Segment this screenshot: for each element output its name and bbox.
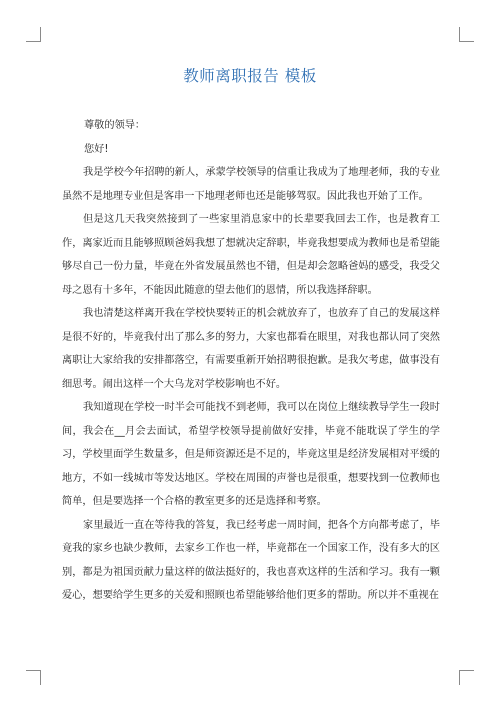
crop-mark-top-right: [459, 27, 474, 42]
document-body: [62, 114, 440, 608]
greeting: 您好!: [84, 143, 109, 155]
document-title: 教师离职报告 模板: [183, 67, 317, 85]
salutation: 尊敬的领导：: [84, 120, 146, 131]
paragraph-1: 我是学校今年招聘的新人，承蒙学校领导的信重让我成为了地理老师，我的专业虽然不是地理专业但是客串一下地理老师也还是能够驾驭。因此我也开始了工作。: [62, 167, 440, 202]
paragraph-5: 家里最近一直在等待我的答复，我已经考虑一周时间，把各个方向都考虑了，毕竟我的家乡也缺少教师，去家乡工作也一样，毕竟都在一个国家工作，没有多大的区别，都是为祖国贡献力量这样的做法挺好的，我也喜欢这样的生活和学习。我有一颗爱心，想要给学生更多的关爱和照顾也希望能够给他们更多的帮助。所以并不重视在: [62, 519, 440, 601]
crop-mark-bottom-right: [459, 670, 474, 685]
crop-mark-top-left: [26, 27, 41, 42]
paragraph-4: 我知道现在学校一时半会可能找不到老师，我可以在岗位上继续教导学生一段时间，我会在__月会去面试，希望学校领导提前做好安排，毕竟不能耽误了学生的学习，学校里面学生数量多，但是师资源还是不足的，毕竟这里是经济发展相对平缓的地方，不如一线城市等发达地区。学校在周围的声誉也是很重，想要找到一位教师也简单，但是要选择一个合格的教室更多的还是选择和考察。: [62, 402, 440, 507]
paragraph-3: 我也清楚这样离开我在学校快要转正的机会就放弃了，也放弃了自己的发展这样是很不好的，毕竟我付出了那么多的努力，大家也都看在眼里，对我也都认同了突然离职让大家给我的安排都落空，有需要重新开始招聘很抱歉。是我欠考虑，做事没有细思考。闹出这样一个大乌龙对学校影响也不好。: [62, 308, 440, 390]
crop-mark-bottom-left: [26, 670, 41, 685]
paragraph-2: 但是这几天我突然接到了一些家里消息家中的长辈要我回去工作，也是教育工作，离家近而且能够照顾爸妈我想了想就决定辞职，毕竟我想要成为教师也是希望能够尽自己一份力量，毕竟在外省发展虽然也不错，但是却会忽略爸妈的感受，我受父母之恩有十多年，不能因此随意的望去他们的恩情，所以我选择辞职。: [62, 214, 440, 296]
